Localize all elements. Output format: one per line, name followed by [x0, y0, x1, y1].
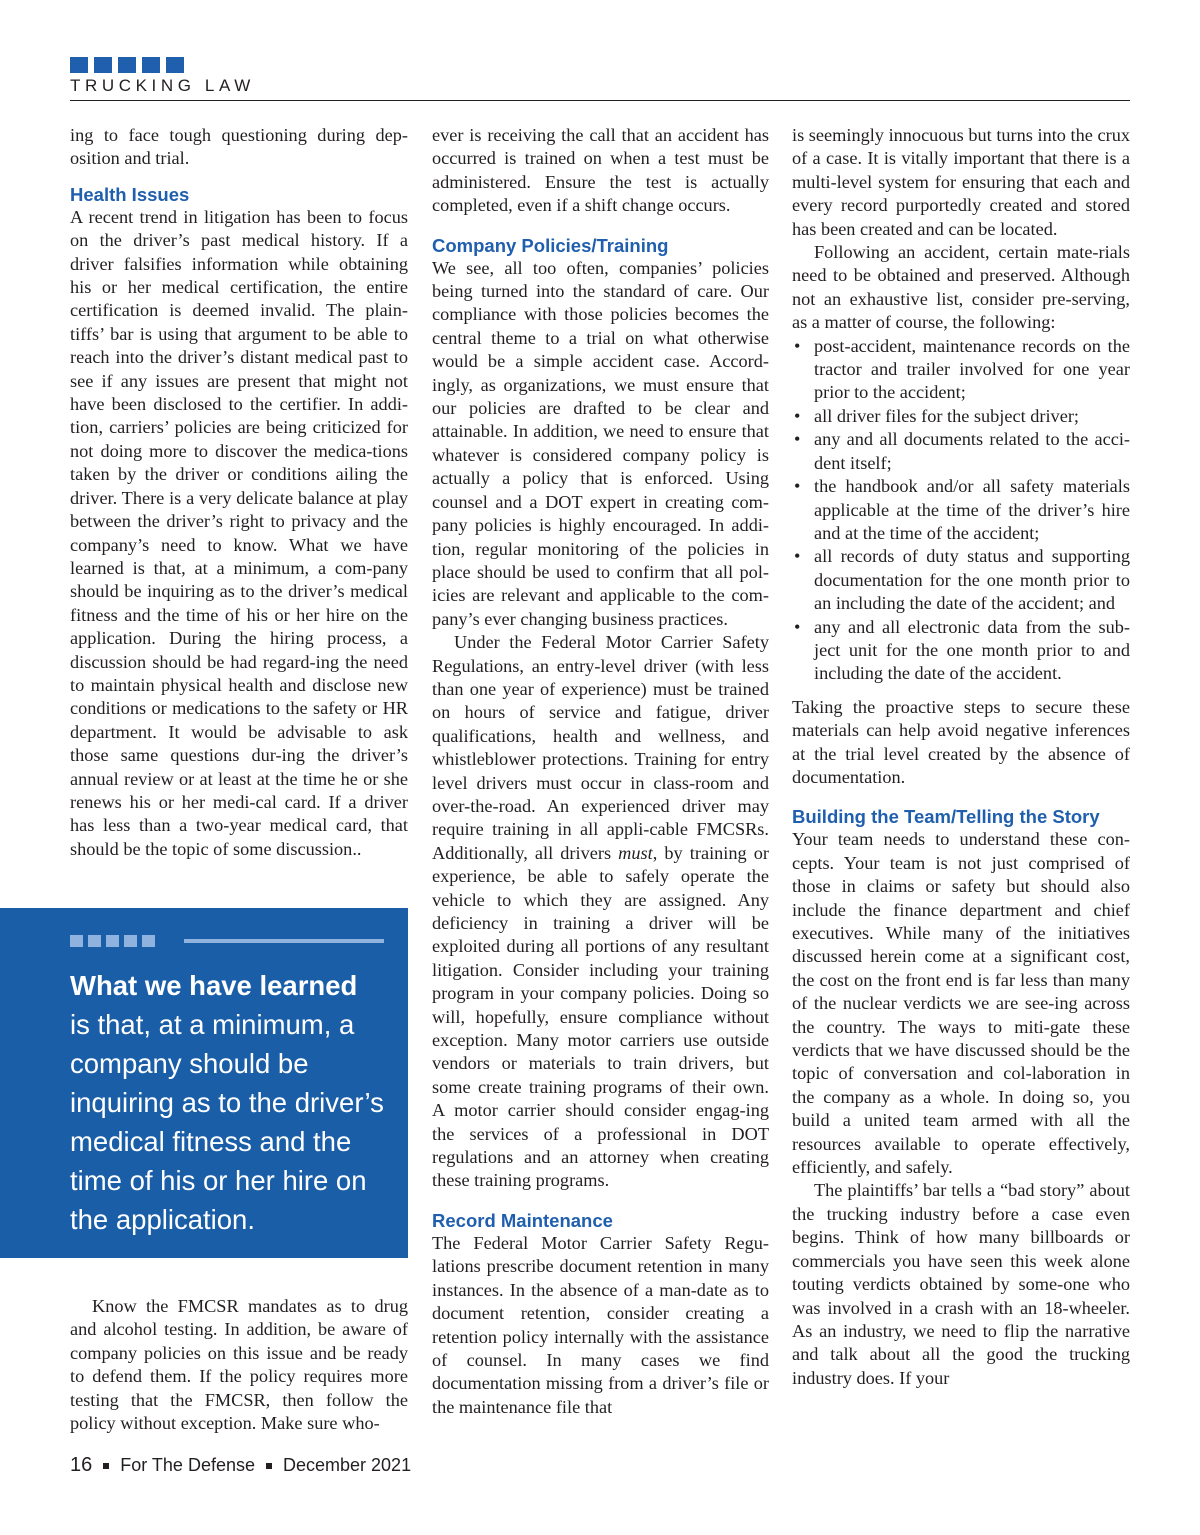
list-item: • any and all electronic data from the sub-ject unit for the one month prior to and including the date of the accident. [792, 616, 1130, 686]
col2-emphasis-must: must [618, 842, 653, 863]
list-item: • all driver files for the subject driver; [792, 405, 1130, 428]
col3-paragraph-1: is seemingly innocuous but turns into the crux of a case. It is vitally important that there is a multi-level system for ensuring that each and every record purportedly created and stored has been created and can be located. [792, 125, 1130, 239]
col3-paragraph-3: Taking the proactive steps to secure these materials can help avoid negative inferences at the trial level created by the absence of documentation. [792, 696, 1130, 787]
heading-building-team: Building the Team/Telling the Story [792, 806, 1100, 828]
header-rule [70, 100, 1130, 101]
issue-date: December 2021 [283, 1455, 412, 1475]
list-item: • the handbook and/or all safety materials applicable at the time of the driver’s hire and at the time of the accident; [792, 475, 1130, 545]
list-item: • post-accident, maintenance records on the tractor and trailer involved for one year prior to the accident; [792, 335, 1130, 405]
column-2 [432, 124, 769, 1419]
pull-quote-body: is that, at a minimum, a company should be inquiring as to the driver’s medical fitness and the time of his or her hire on the application. [70, 1009, 384, 1235]
col1-paragraph-2: A recent trend in litigation has been to focus on the driver’s past medical history. If a driver falsifies information while obtaining his or her medical certification, the entire certification is deemed invalid. The plain-tiffs’ bar is using that argument to be able to reach into the driver’s distant medical past to see if any issues are present that might not have been disclosed to the certifier. In addi-tion, carriers’ policies are being criticized for not doing more to discover the medica-tions taken by the driver or conditions ailing the driver. There is a very delicate balance at play between the driver’s right to privacy and the company’s need to know. What we have learned is that, at a minimum, a com-pany should be inquiring as to the driver’s medical fitness and the time of his or her hire on the application. During the hiring process, a discussion should be had regard-ing the need to maintain physical health and disclose new conditions or medications to the safety or HR department. It would be advisable to ask those same questions dur-ing the driver’s annual review or at least at the time he or she renews his or her medi-cal card. If a driver has less than a two-year medical card, that should be the topic of some discussion.. [70, 206, 408, 859]
col3-paragraph-5: The plaintiffs’ bar tells a “bad story” about the trucking industry before a case even begins. Think of how many billboards or commercials you have seen this week alone touting verdicts obtained by some-one who was involved in a crash with an 18-wheeler. As an industry, we need to flip the narrative and talk about all the good the trucking industry does. If your [792, 1180, 1130, 1388]
column-1 [70, 124, 408, 861]
preservation-list [792, 335, 1130, 686]
column-3 [792, 124, 1130, 1390]
col2-paragraph-3 [432, 631, 769, 1193]
header-squares-ornament [70, 57, 184, 73]
col3-paragraph-2: Following an accident, certain mate-rials need to be obtained and preserved. Although not an exhaustive list, consider pre-serving, as a matter of course, the following: [792, 242, 1130, 333]
col2-paragraph-4: The Federal Motor Carrier Safety Regu-lations prescribe document retention in many instances. In the absence of a man-date as to document retention, consider creating a retention policy internally with the assistance of counsel. In many cases we find documentation missing from a driver’s file or the maintenance file that [432, 1232, 769, 1417]
heading-health-issues: Health Issues [70, 183, 190, 205]
column-1-bottom [70, 1295, 408, 1435]
list-item: • all records of duty status and supporting documentation for the one month prior to an including the date of the accident; and [792, 545, 1130, 615]
col2-paragraph-3-end: , by training or experience, be able to safely operate the vehicle to which they are assigned. Any deficiency in training a driver will be exploited during all portions of any resultant litigation. Consider including your training program in your company policies. Doing so will, hopefully, ensure compliance without exception. Many motor carriers use outside vendors or materials to train drivers, but some create training programs of their own. A motor carrier should consider engag-ing the services of a professional in DOT regulations and an attorney when creating these training programs. [432, 842, 769, 1191]
list-item: • any and all documents related to the acci-dent itself; [792, 428, 1130, 475]
section-label: TRUCKING LAW [70, 76, 255, 95]
col2-paragraph-3-start: Under the Federal Motor Carrier Safety Regulations, an entry-level driver (with less than one year of experience) must be trained on hours of service and fatigue, driver qualifications, health and wellness, and whistleblower protections. Training for entry level drivers must occur in class-room and over-the-road. An experienced driver may require training in all appli-cable FMCSRs. Additionally, all drivers [432, 632, 769, 863]
publication-name: For The Defense [120, 1455, 255, 1475]
pull-quote-squares-ornament [70, 935, 155, 947]
col3-paragraph-4: Your team needs to understand these con-cepts. Your team is not just comprised of those in claims or safety but should also include the finance department and chief executives. While many of the initiatives discussed herein come at a significant cost, the cost on the front end is far less than many of the nuclear verdicts we are see-ing across the country. The ways to miti-gate these verdicts that we have discussed should be the topic of conversation and col-laboration in the company as a whole. In doing so, you build a united team armed with all the resources available to operate effectively, efficiently, and safely. [792, 829, 1130, 1178]
pull-quote-rule [184, 939, 384, 943]
pull-quote-lead: What we have learned [70, 970, 358, 1001]
col1-paragraph-1: ing to face tough questioning during dep-osition and trial. [70, 125, 408, 169]
pull-quote-text [70, 966, 400, 1239]
col1-paragraph-3: Know the FMCSR mandates as to drug and alcohol testing. In addition, be aware of company policies on this issue and be ready to defend them. If the policy requires more testing that the FMCSR, then follow the policy without exception. Make sure who- [70, 1296, 408, 1434]
pull-quote-box [0, 908, 408, 1258]
page-number: 16 [70, 1454, 93, 1476]
heading-company-policies: Company Policies/Training [432, 234, 669, 256]
heading-record-maintenance: Record Maintenance [432, 1209, 613, 1231]
col2-paragraph-1: ever is receiving the call that an accident has occurred is trained on when a test must be administered. Ensure the test is actually completed, even if a shift change occurs. [432, 125, 769, 216]
footer-separator-square [103, 1463, 109, 1469]
footer-separator-square [266, 1463, 272, 1469]
page-footer [70, 1454, 411, 1477]
col2-paragraph-2: We see, all too often, companies’ policies being turned into the standard of care. Our compliance with those policies becomes the central theme to a trial on what otherwise would be a simple accident case. Accord-ingly, as organizations, we must ensure that our policies are drafted to be clear and attainable. In addition, we need to ensure that whatever is considered company policy is actually a policy that is enforced. Using counsel and a DOT expert in creating com-pany policies is highly encouraged. In addi-tion, regular monitoring of the policies in place should be used to confirm that all pol-icies are relevant and applicable to the com-pany’s ever changing business practices. [432, 257, 769, 629]
